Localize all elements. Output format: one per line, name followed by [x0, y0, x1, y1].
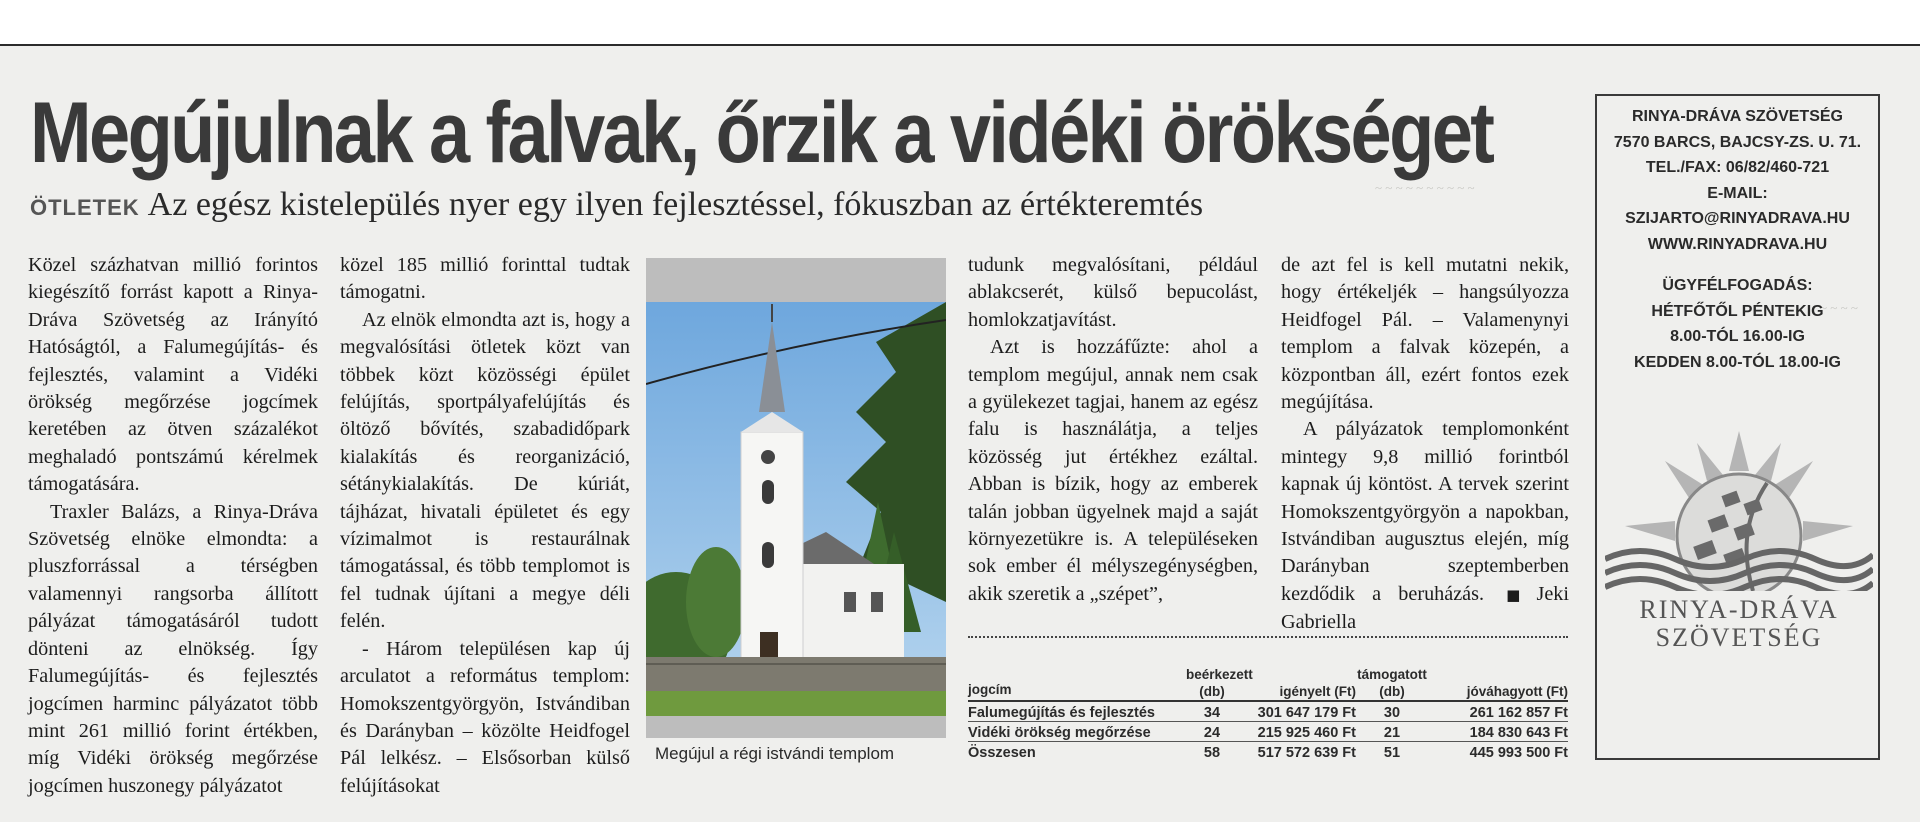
- bleed-through-text: ~ ~ ~ ~: [1820, 300, 1858, 315]
- table-header-row: [968, 652, 1568, 702]
- postal-address: 7570 BARCS, BAJCSY-ZS. U. 71.: [1613, 133, 1862, 151]
- author-square-icon: ■: [1494, 585, 1533, 604]
- paragraph: [1281, 416, 1569, 636]
- table-cell: 58: [1203, 745, 1221, 761]
- table-cell: 21: [1383, 725, 1401, 741]
- rinya-drava-logo: [1605, 431, 1873, 661]
- article-column-4: [1281, 252, 1569, 637]
- article-column-2: [340, 252, 630, 800]
- paragraph: - Három településen kap új arculatot a református templom: Homokszentgyörgyön, Istvándiban és Darányban – közölte Heidfogel Pál lelkész. – Elsősorban külső felújításokat: [340, 637, 630, 797]
- article-subhead: [30, 186, 1203, 224]
- phone-fax: TEL./FAX: 06/82/460-721: [1645, 159, 1830, 176]
- table-cell: 51: [1383, 745, 1401, 761]
- logo-text-line2: SZÖVETSÉG: [1655, 623, 1823, 652]
- article-headline: Megújulnak a falvak, őrzik a vidéki örökséget: [30, 85, 1493, 181]
- office-hours-block: [1597, 273, 1878, 375]
- paragraph: tudunk megvalósítani, például ablakcserét, külső bepucolást, homlokzatjavítást.: [968, 254, 1258, 331]
- table-header-cell: jóváhagyott (Ft): [1466, 684, 1568, 699]
- article-column-1: [28, 252, 318, 800]
- table-cell: 24: [1203, 725, 1221, 741]
- paragraph: közel 185 millió forinttal tudtak támogatni.: [340, 254, 630, 304]
- table-header-cell: beérkezett (db): [1186, 667, 1253, 699]
- office-hours-line: KEDDEN 8.00-TÓL 18.00-IG: [1634, 353, 1841, 371]
- table-cell: Falumegújítás és fejlesztés: [968, 705, 1155, 721]
- email-label: E-MAIL:: [1707, 184, 1768, 202]
- church-photo: [646, 302, 946, 716]
- table-header-cell: igényelt (Ft): [1279, 684, 1356, 699]
- office-hours-line: HÉTFŐTŐL PÉNTEKIG: [1651, 302, 1824, 320]
- table-cell: 301 647 179 Ft: [1257, 705, 1356, 721]
- table-cell: 215 925 460 Ft: [1257, 725, 1356, 741]
- sun-wave-logo-icon: [1605, 431, 1873, 591]
- kicker-label: ÖTLETEK: [30, 195, 140, 220]
- contact-infobox: [1595, 94, 1880, 760]
- office-hours-title: ÜGYFÉLFOGADÁS:: [1662, 277, 1813, 294]
- table-row: [968, 722, 1568, 742]
- paragraph-text: A pályázatok templomonként mintegy 9,8 millió forintból kapnak új köntöst. A tervek szerint Homokszentgyörgyön a napokban, Istvándiban augusztus elején, míg Darányban szeptemberben kezdődik a beruházás.: [1281, 418, 1569, 605]
- funding-table: [968, 652, 1568, 761]
- author-name: Jeki Gabriella: [1281, 582, 1569, 634]
- email-address: SZIJARTO@RINYADRAVA.HU: [1625, 210, 1850, 227]
- contact-block: [1597, 104, 1878, 257]
- article-subtitle: Az egész kistelepülés nyer egy ilyen fejlesztéssel, fókuszban az értékteremtés: [147, 186, 1204, 223]
- office-hours-line: 8.00-TÓL 16.00-IG: [1670, 328, 1805, 345]
- table-separator: [968, 636, 1568, 638]
- table-cell: 34: [1203, 705, 1221, 721]
- table-cell: 445 993 500 Ft: [1469, 745, 1568, 761]
- photo-caption: Megújul a régi istvándi templom: [655, 744, 895, 763]
- table-row: [968, 742, 1568, 761]
- website-address: WWW.RINYADRAVA.HU: [1647, 235, 1828, 253]
- paragraph: Traxler Balázs, a Rinya-Dráva Szövetség elnöke elmondta: a pluszforrással a térségben valamennyi rangsorba állított pályázat támogatásáról tudott dönteni az elnökség. Így Falumegújítás- és fejlesztés jogcímen harminc pályázatot több mint 261 millió forint értékben, míg Vidéki örökség megőrzése jogcímen huszonegy pályázatot: [28, 500, 318, 797]
- table-header-cell: támogatott (db): [1357, 667, 1427, 699]
- table-cell: Összesen: [968, 745, 1036, 761]
- paragraph: Közel százhatvan millió forintos kiegészítő forrást kapott a Rinya-Dráva Szövetség az Irányító Hatóságtól, a Falumegújítás- és fejlesztés, valamint a Vidéki örökség megőrzése jogcímek keretében az ötven százalékot meghaladó pontszámú kérelmek támogatására.: [28, 254, 318, 496]
- table-row: [968, 702, 1568, 722]
- organization-name: RINYA-DRÁVA SZÖVETSÉG: [1632, 108, 1843, 125]
- table-cell: 517 572 639 Ft: [1257, 745, 1356, 761]
- table-cell: 261 162 857 Ft: [1469, 705, 1568, 721]
- table-cell: 184 830 643 Ft: [1469, 725, 1568, 741]
- paragraph: de azt fel is kell mutatni nekik, hogy értékeljék – hangsúlyozza Heidfogel Pál. – Valamenynyi templom a falvak közepén, a központban áll, ezért fontos ezek megújítása.: [1281, 254, 1569, 414]
- table-cell: 30: [1383, 705, 1401, 721]
- article-column-3: [968, 252, 1258, 608]
- table-header-cell: jogcím: [968, 682, 1012, 697]
- logo-text-line1: RINYA-DRÁVA: [1639, 595, 1839, 624]
- bleed-through-text: ~ ~ ~ ~ ~ ~ ~ ~ ~ ~: [1375, 180, 1475, 195]
- table-cell: Vidéki örökség megőrzése: [968, 725, 1151, 741]
- paragraph: Azt is hozzáfűzte: ahol a templom megújul, annak nem csak a gyülekezet tagjai, hanem az egész falu is használátja, a teljes közösség jut értékhez ezáltal. Abban is bízik, hogy az emberek talán jobban ügyelnek majd a saját környezetükre is. A településeken sok ember él mélyszegénységben, akik szeretik a „szépet”,: [968, 336, 1258, 605]
- paragraph: Az elnök elmondta azt is, hogy a megvalósítási ötletek közt van többek közt közösségi épület felújítás, sportpályafelújítás és öltöző bővítés, szabadidőpark kialakítás és reorganizáció, sétánykialakítás. De kúriát, tájházat, hivatali épületet és egy vízimalmot is restaurálnak támogatással, és több templomot is fel tudnak újítani a megye déli felén.: [340, 308, 630, 633]
